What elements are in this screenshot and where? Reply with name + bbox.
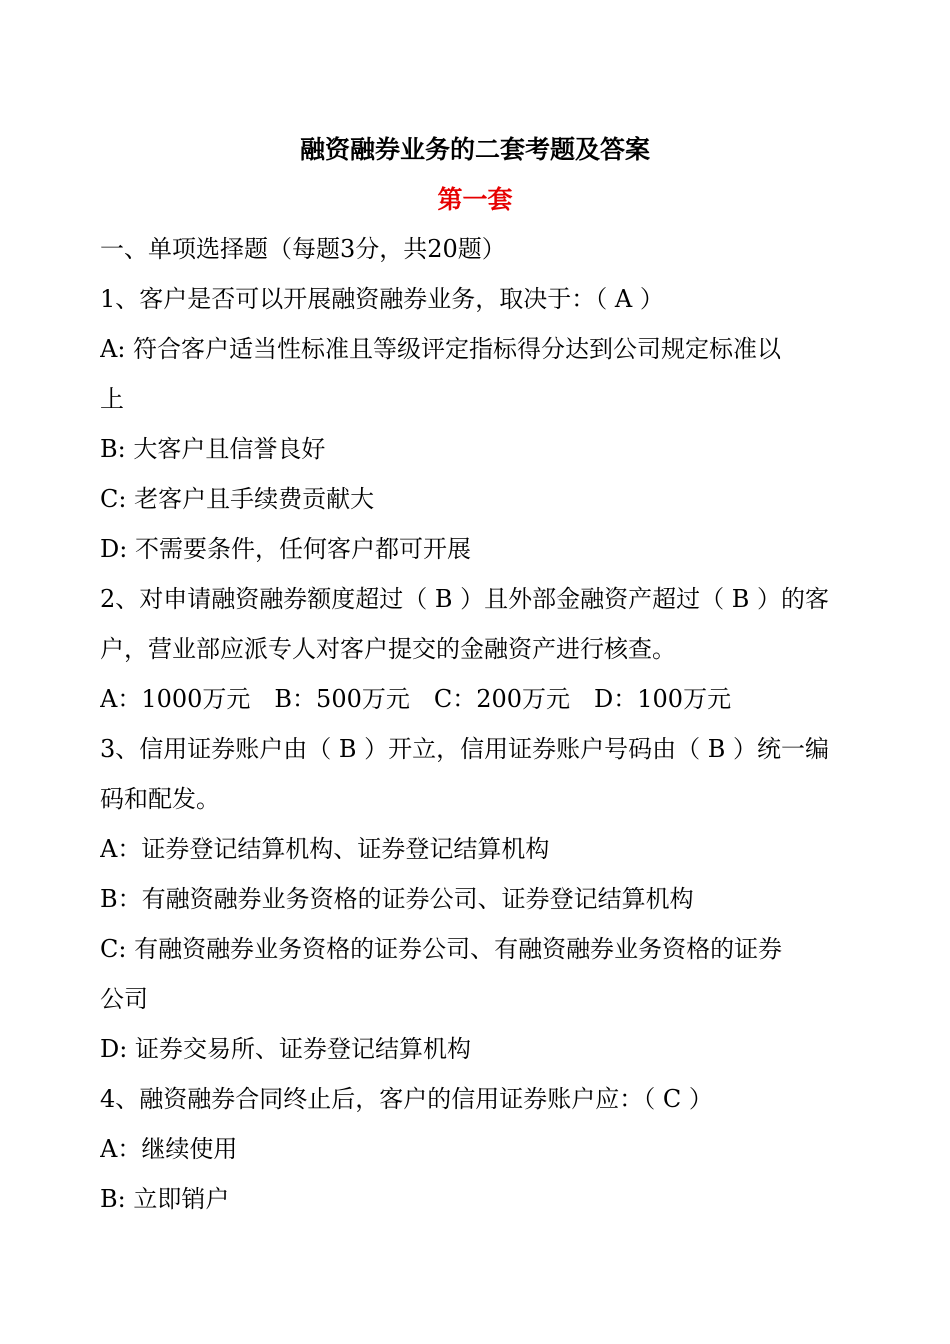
section-heading: 一、单项选择题（每题3分，共20题）: [100, 235, 506, 263]
question-3: 3、信用证券账户由（ B ）开立，信用证券账户号码由（ B ）统一编: [100, 735, 830, 763]
q3-option-d: D: 证券交易所、证券登记结算机构: [100, 1035, 471, 1063]
q3-option-c-cont: 公司: [100, 985, 148, 1013]
q1-option-a: A: 符合客户适当性标准且等级评定指标得分达到公司规定标准以: [100, 335, 782, 363]
document-subtitle: 第一套: [437, 185, 513, 214]
question-2-cont: 户，营业部应派专人对客户提交的金融资产进行核查。: [100, 635, 676, 663]
q3-option-b: B：有融资融券业务资格的证券公司、证券登记结算机构: [100, 885, 694, 913]
question-4: 4、融资融券合同终止后，客户的信用证券账户应：（ C ）: [100, 1085, 713, 1113]
q2-options: A：1000万元 B：500万元 C：200万元 D：100万元: [100, 685, 732, 713]
q1-option-b: B: 大客户且信誉良好: [100, 435, 326, 463]
question-2: 2、对申请融资融券额度超过（ B ）且外部金融资产超过（ B ）的客: [100, 585, 830, 613]
q1-option-a-cont: 上: [100, 385, 124, 413]
question-3-cont: 码和配发。: [100, 785, 220, 813]
q3-option-c: C: 有融资融券业务资格的证券公司、有融资融券业务资格的证券: [100, 935, 783, 963]
q3-option-a: A：证券登记结算机构、证券登记结算机构: [100, 835, 550, 863]
q4-option-a: A：继续使用: [100, 1135, 238, 1163]
q1-option-c: C: 老客户且手续费贡献大: [100, 485, 375, 513]
document-title: 融资融券业务的二套考题及答案: [299, 135, 650, 164]
q1-option-d: D: 不需要条件，任何客户都可开展: [100, 535, 471, 563]
question-1: 1、客户是否可以开展融资融券业务，取决于：（ A ）: [100, 285, 664, 313]
q4-option-b: B: 立即销户: [100, 1185, 230, 1213]
